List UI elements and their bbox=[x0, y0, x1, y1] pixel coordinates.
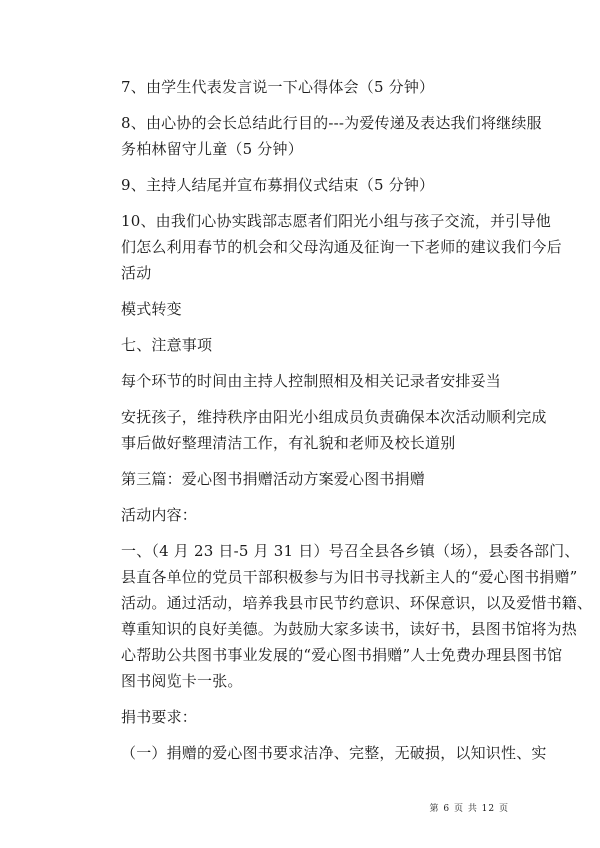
text-line: 捐书要求： bbox=[121, 708, 198, 726]
paragraph bbox=[91, 110, 542, 162]
text-line: 活动 bbox=[121, 264, 152, 282]
paragraph bbox=[91, 296, 509, 322]
paragraph bbox=[91, 538, 593, 694]
text-line: 活动内容： bbox=[121, 506, 198, 524]
paragraph bbox=[91, 368, 509, 394]
paragraph bbox=[91, 404, 547, 456]
text-line: 第三篇：爱心图书捐赠活动方案爱心图书捐赠 bbox=[121, 470, 426, 488]
text-line: 一、（4 月 23 日-5 月 31 日）号召全县各乡镇（场），县委各部门、 bbox=[121, 542, 580, 560]
paragraph bbox=[91, 172, 509, 198]
text-line: 尊重知识的良好美德。为鼓励大家多读书，读好书，县图书馆将为热 bbox=[121, 620, 578, 638]
text-line: 县直各单位的党员干部积极参与为旧书寻找新主人的“爱心图书捐赠” bbox=[121, 568, 578, 586]
text-line: 七、注意事项 bbox=[121, 336, 213, 354]
paragraph bbox=[91, 502, 509, 528]
paragraph bbox=[91, 704, 509, 730]
paragraph bbox=[91, 332, 509, 358]
text-line: 8、由心协的会长总结此行目的---为爱传递及表达我们将继续服 bbox=[121, 114, 542, 132]
text-line: 活动。通过活动，培养我县市民节约意识、环保意识，以及爱惜书籍、 bbox=[121, 594, 593, 612]
paragraph bbox=[91, 466, 509, 492]
document-body bbox=[91, 74, 593, 766]
paragraph bbox=[91, 740, 547, 766]
text-line: 每个环节的时间由主持人控制照相及相关记录者安排妥当 bbox=[121, 372, 502, 390]
page-number: 第 6 页 共 12 页 bbox=[429, 804, 509, 814]
text-line: 10、由我们心协实践部志愿者们阳光小组与孩子交流，并引导他 bbox=[121, 212, 551, 230]
text-line: （一）捐赠的爱心图书要求洁净、完整，无破损，以知识性、实 bbox=[121, 744, 547, 762]
text-line: 7、由学生代表发言说一下心得体会（5 分钟） bbox=[121, 78, 435, 96]
text-line: 9、主持人结尾并宣布募捐仪式结束（5 分钟） bbox=[121, 176, 435, 194]
text-line: 事后做好整理清洁工作，有礼貌和老师及校长道别 bbox=[121, 434, 456, 452]
paragraph bbox=[91, 74, 509, 100]
text-line: 心帮助公共图书事业发展的“爱心图书捐赠”人士免费办理县图书馆 bbox=[121, 646, 563, 664]
text-line: 务柏林留守儿童（5 分钟） bbox=[121, 140, 303, 158]
text-line: 们怎么利用春节的机会和父母沟通及征询一下老师的建议我们今后 bbox=[121, 238, 562, 256]
text-line: 图书阅览卡一张。 bbox=[121, 672, 243, 690]
text-line: 安抚孩子，维持秩序由阳光小组成员负责确保本次活动顺利完成 bbox=[121, 408, 547, 426]
paragraph bbox=[91, 208, 562, 286]
text-line: 模式转变 bbox=[121, 300, 182, 318]
